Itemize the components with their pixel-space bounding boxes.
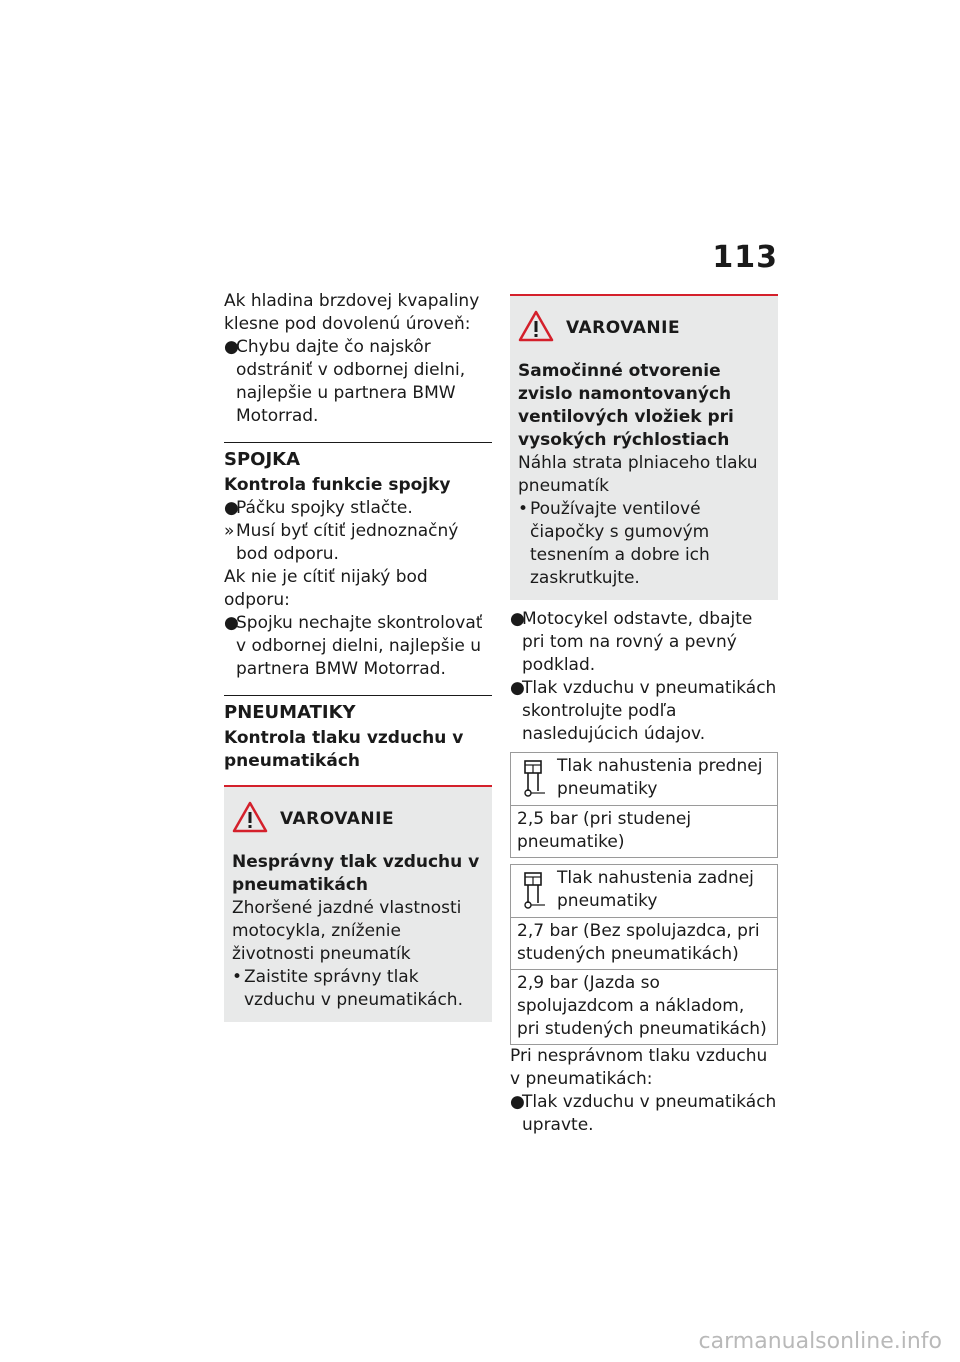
warning-header <box>232 801 484 837</box>
list-item: ● Chybu dajte čo najskôr odstrániť v odbornej dielni, najlepšie u partnera BMW Motorrad. <box>224 337 466 426</box>
warning-label: VAROVANIE <box>280 809 395 829</box>
condition-text: Ak nie je cítiť nijaký bod odporu: <box>224 567 428 610</box>
subtitle-tire-pressure: Kontrola tlaku vzduchu v pneumatikách <box>224 728 464 771</box>
spec-table-rear <box>510 864 778 1045</box>
list-item: ● Spojku nechajte skontrolovať v odbornej dielni, najlepšie u partnera BMW Motorrad. <box>224 613 483 679</box>
warning-label: VAROVANIE <box>566 318 681 338</box>
warning-text: Náhla strata plniaceho tlaku pneumatík <box>518 453 758 496</box>
warning-box <box>510 294 778 600</box>
warning-title: Nesprávny tlak vzduchu v pneumatikách <box>232 852 480 895</box>
list-item: ● Tlak vzduchu v pneumatikách upravte. <box>510 1092 777 1135</box>
list-item: ● Motocykel odstavte, dbajte pri tom na rovný a pevný podklad. <box>510 609 753 675</box>
section-title-spojka: SPOJKA <box>224 449 301 470</box>
bullet-icon: ● <box>224 498 239 518</box>
bullet-icon: ● <box>224 613 239 633</box>
spec-label: Tlak nahustenia zadnej pneumatiky <box>557 868 754 911</box>
spec-table-front <box>510 752 778 858</box>
watermark: carmanualsonline.info <box>698 1329 942 1354</box>
warning-text: Zhoršené jazdné vlastnosti motocykla, zníženie životnosti pneumatík <box>232 898 462 964</box>
warning-header <box>518 310 770 346</box>
right-column <box>510 294 778 1137</box>
spec-label: Tlak nahustenia prednej pneumatiky <box>557 756 763 799</box>
list-item: • Používajte ventilové čiapočky s gumovým tesnením a dobre ich zaskrutkujte. <box>518 499 710 588</box>
tire-pressure-icon <box>517 755 557 801</box>
bullet-icon: ● <box>510 1092 525 1112</box>
warning-triangle-icon <box>518 310 554 346</box>
list-item: ● Páčku spojky stlačte. <box>224 498 413 518</box>
bullet-icon: • <box>518 499 529 519</box>
result-item: » Musí byť cítiť jednoznačný bod odporu. <box>224 521 459 564</box>
subtitle-clutch-check: Kontrola funkcie spojky <box>224 475 451 495</box>
left-column <box>224 290 492 1022</box>
spec-value: 2,5 bar (pri studenej pneumatike) <box>517 809 692 852</box>
brake-fluid-intro: Ak hladina brzdovej kvapaliny klesne pod dovolenú úroveň: <box>224 291 480 334</box>
section-divider <box>224 442 492 443</box>
warning-title: Samočinné otvorenie zvislo namontovaných ventilových vložiek pri vysokých rýchlostiach <box>518 361 734 450</box>
spec-header <box>511 753 777 806</box>
warning-triangle-icon <box>232 801 268 837</box>
spec-value: 2,7 bar (Bez spolujazdca, pri studených pneumatikách) <box>511 918 777 970</box>
tire-pressure-icon <box>517 867 557 913</box>
list-item: ● Tlak vzduchu v pneumatikách skontrolujte podľa nasledujúcich údajov. <box>510 678 777 744</box>
bullet-icon: • <box>232 967 243 987</box>
spec-header <box>511 865 777 918</box>
bullet-icon: ● <box>510 609 525 629</box>
list-item: • Zaistite správny tlak vzduchu v pneumatikách. <box>232 967 463 1010</box>
arrow-icon: » <box>224 521 235 541</box>
section-divider <box>224 695 492 696</box>
bullet-icon: ● <box>224 337 239 357</box>
bullet-icon: ● <box>510 678 525 698</box>
section-title-pneumatiky: PNEUMATIKY <box>224 702 356 723</box>
warning-box <box>224 785 492 1022</box>
page-number: 113 <box>712 240 778 275</box>
condition-text: Pri nesprávnom tlaku vzduchu v pneumatikách: <box>510 1046 768 1089</box>
spec-value: 2,9 bar (Jazda so spolujazdcom a nákladom, pri studených pneumatikách) <box>517 973 767 1039</box>
